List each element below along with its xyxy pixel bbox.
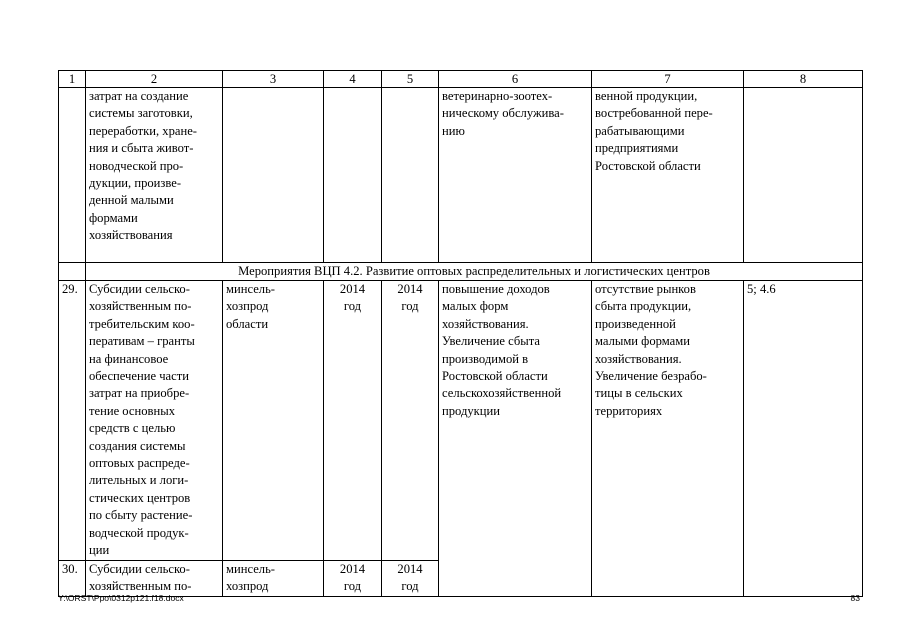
cell-executor: минсель- хозпрод области [223,281,324,561]
cell-executor [223,88,324,263]
cell-end [382,88,439,263]
col-num-2: 2 [86,71,223,88]
section-title: Мероприятия ВЦП 4.2. Развитие оптовых распределительных и логистических центров [86,263,863,281]
col-num-7: 7 [592,71,744,88]
page-number: 83 [850,593,860,603]
table-row-29 [59,281,863,561]
cell-link [744,88,863,263]
cell-num [59,88,86,263]
cell-consequences: венной продукции, востребованной пере- рабатывающими предприятиями Ростовской области [592,88,744,263]
col-num-5: 5 [382,71,439,88]
row-number: 30. [59,560,86,596]
col-num-4: 4 [324,71,382,88]
cell-num [59,263,86,281]
col-num-8: 8 [744,71,863,88]
cell-result: ветеринарно-зоотех- ническому обслужива- нию [439,88,592,263]
cell-measure: Субсидии сельско- хозяйственным по- требительским коо- перативам – гранты на финансовое обеспечение части затрат на приобре- тение основных средств с целью создания системы оптовых распреде- лительных и логи- стических центров по сбыту растение- водческой продук- ции [86,281,223,561]
section-row [59,263,863,281]
cell-result: повышение доходов малых форм хозяйствования. Увеличение сбыта производимой в Ростовской области сельскохозяйственной продукции [439,281,592,597]
footer-file-path: Y:\ORST\Ppo\0312p121.f18.docx [58,593,184,603]
column-number-row [59,71,863,88]
cell-start: 2014 год [324,560,382,596]
row-number: 29. [59,281,86,561]
cell-executor: минсель- хозпрод [223,560,324,596]
cell-measure: Субсидии сельско- хозяйственным по- [86,560,223,596]
cell-end: 2014 год [382,560,439,596]
cell-link: 5; 4.6 [744,281,863,597]
col-num-6: 6 [439,71,592,88]
cell-end: 2014 год [382,281,439,561]
cell-measure: затрат на создание системы заготовки, переработки, хране- ния и сбыта живот- новодческой про- дукции, произве- денной малыми формами хозяйствования [86,88,223,263]
measures-table [58,70,863,597]
table-row-continued [59,88,863,263]
cell-start: 2014 год [324,281,382,561]
cell-start [324,88,382,263]
cell-consequences: отсутствие рынков сбыта продукции, произведенной малыми формами хозяйствования. Увеличение безрабо- тицы в сельских территориях [592,281,744,597]
col-num-3: 3 [223,71,324,88]
col-num-1: 1 [59,71,86,88]
